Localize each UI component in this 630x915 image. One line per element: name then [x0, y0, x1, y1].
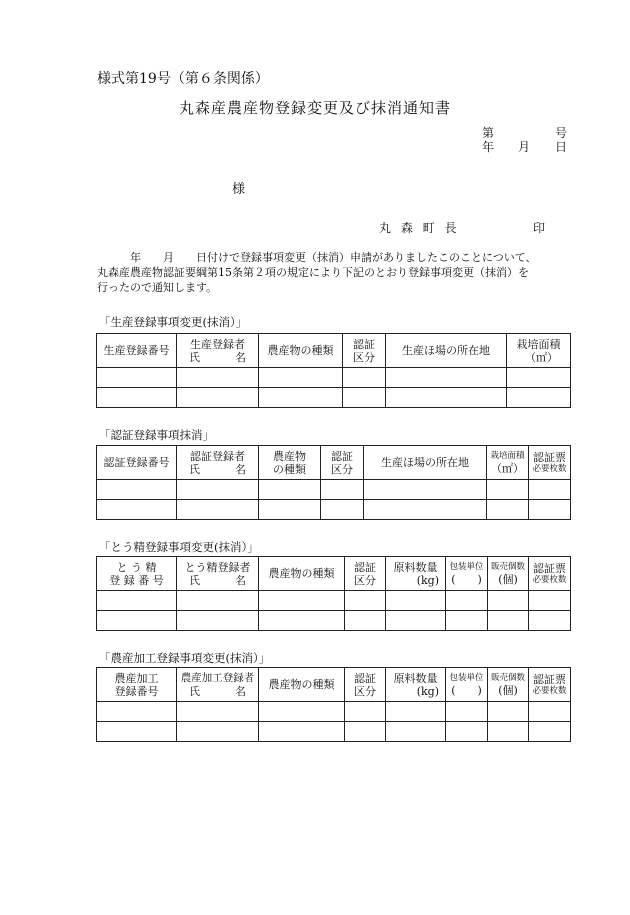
data-cell[interactable]: [343, 388, 386, 408]
data-cell[interactable]: [345, 722, 386, 742]
data-cell[interactable]: [507, 388, 571, 408]
data-cell[interactable]: [446, 591, 488, 611]
table-row: [97, 500, 571, 520]
header-cell: 生産登録番号: [97, 334, 177, 368]
certification-section-title: 「認証登録事項抹消」: [99, 428, 214, 442]
header-cell: 原料数量 (kg): [386, 668, 446, 702]
data-cell[interactable]: [259, 722, 345, 742]
data-cell[interactable]: [386, 388, 507, 408]
data-cell[interactable]: [487, 500, 529, 520]
data-cell[interactable]: [386, 702, 446, 722]
data-cell[interactable]: [386, 368, 507, 388]
number-suffix: 号: [555, 126, 568, 140]
header-cell: 生産登録者 氏 名: [177, 334, 259, 368]
data-cell[interactable]: [177, 611, 259, 631]
data-cell[interactable]: [321, 500, 364, 520]
header-cell: 農産加工登録者 氏 名: [177, 668, 259, 702]
header-cell: 販売個数 (個): [488, 557, 529, 591]
data-cell[interactable]: [345, 611, 386, 631]
header-cell: 包装単位 ( ): [446, 557, 488, 591]
certification-table: [96, 445, 571, 520]
milling-table: [96, 556, 571, 631]
form-number: 様式第19号（第６条関係）: [97, 71, 269, 87]
data-cell[interactable]: [386, 722, 446, 742]
header-cell: 生産ほ場の所在地: [386, 334, 507, 368]
table-row: [97, 480, 571, 500]
data-cell[interactable]: [177, 591, 259, 611]
header-cell: とう精登録者 氏 名: [177, 557, 259, 591]
header-cell: 生産ほ場の所在地: [364, 446, 487, 480]
header-cell: 農産物の種類: [259, 334, 343, 368]
data-cell[interactable]: [177, 500, 259, 520]
header-cell: 農産加工 登録番号: [97, 668, 177, 702]
header-cell: 認証 区分: [343, 334, 386, 368]
data-cell[interactable]: [97, 611, 177, 631]
header-cell: 認証登録番号: [97, 446, 177, 480]
header-cell: 包装単位 ( ): [446, 668, 488, 702]
processing-section-title: 「農産加工登録事項変更(抹消）」: [99, 651, 271, 665]
header-cell: 認証 区分: [345, 668, 386, 702]
data-cell[interactable]: [446, 722, 488, 742]
data-cell[interactable]: [259, 611, 345, 631]
table-row: [97, 722, 571, 742]
milling-section-title: 「とう精登録事項変更(抹消）」: [99, 540, 259, 554]
production-table: [96, 333, 571, 408]
header-cell: 農産物の種類: [259, 557, 345, 591]
data-cell[interactable]: [488, 611, 529, 631]
data-cell[interactable]: [529, 591, 571, 611]
header-cell: 認証票 必要枚数: [529, 557, 571, 591]
table-row: [97, 611, 571, 631]
header-cell: と う 精 登 録 番 号: [97, 557, 177, 591]
data-cell[interactable]: [364, 480, 487, 500]
table-header-row: [97, 446, 571, 480]
data-cell[interactable]: [487, 480, 529, 500]
table-row: [97, 591, 571, 611]
data-cell[interactable]: [446, 702, 488, 722]
data-cell[interactable]: [386, 611, 446, 631]
data-cell[interactable]: [97, 500, 177, 520]
header-cell: 販売個数 (個): [488, 668, 529, 702]
production-section-title: 「生産登録事項変更(抹消）」: [99, 315, 248, 329]
table-header-row: [97, 557, 571, 591]
date-month-label: 月: [518, 140, 531, 154]
data-cell[interactable]: [529, 722, 571, 742]
data-cell[interactable]: [529, 611, 571, 631]
data-cell[interactable]: [529, 480, 571, 500]
header-cell: 認証登録者 氏 名: [177, 446, 259, 480]
data-cell[interactable]: [259, 591, 345, 611]
data-cell[interactable]: [345, 702, 386, 722]
data-cell[interactable]: [343, 368, 386, 388]
data-cell[interactable]: [97, 722, 177, 742]
data-cell[interactable]: [177, 702, 259, 722]
data-cell[interactable]: [386, 591, 446, 611]
table-row: [97, 388, 571, 408]
data-cell[interactable]: [97, 368, 177, 388]
header-cell: 原料数量 (kg): [386, 557, 446, 591]
header-cell: 農産物 の種類: [259, 446, 321, 480]
data-cell[interactable]: [364, 500, 487, 520]
header-cell: 栽培面積 （㎡）: [507, 334, 571, 368]
date-year-label: 年: [482, 140, 495, 154]
data-cell[interactable]: [529, 702, 571, 722]
issuer-title: 丸 森 町 長: [379, 221, 460, 235]
header-cell: 農産物の種類: [259, 668, 345, 702]
data-cell[interactable]: [97, 480, 177, 500]
data-cell[interactable]: [259, 500, 321, 520]
data-cell[interactable]: [177, 368, 259, 388]
data-cell[interactable]: [97, 591, 177, 611]
data-cell[interactable]: [507, 368, 571, 388]
data-cell[interactable]: [488, 591, 529, 611]
data-cell[interactable]: [488, 702, 529, 722]
number-prefix: 第: [482, 126, 495, 140]
table-header-row: [97, 668, 571, 702]
seal-mark: 印: [533, 221, 546, 235]
data-cell[interactable]: [259, 702, 345, 722]
data-cell[interactable]: [259, 388, 343, 408]
header-cell: 認証票 必要枚数: [529, 668, 571, 702]
date-day-label: 日: [555, 140, 568, 154]
header-cell: 認証 区分: [321, 446, 364, 480]
header-cell: 認証 区分: [345, 557, 386, 591]
notice-body: 年 月 日付けで登録事項変更（抹消）申請がありましたこのことについて、 丸森産農産物認証要綱第15条第２項の規定により下記のとおり登録事項変更（抹消）を 行ったので通知します。: [97, 251, 537, 294]
addressee-suffix: 様: [232, 182, 246, 197]
data-cell[interactable]: [345, 591, 386, 611]
table-header-row: [97, 334, 571, 368]
data-cell[interactable]: [177, 480, 259, 500]
data-cell[interactable]: [97, 702, 177, 722]
header-cell: 栽培面積 （㎡）: [487, 446, 529, 480]
table-row: [97, 368, 571, 388]
data-cell[interactable]: [97, 388, 177, 408]
data-cell[interactable]: [259, 368, 343, 388]
data-cell[interactable]: [529, 500, 571, 520]
processing-table: [96, 667, 571, 742]
table-row: [97, 702, 571, 722]
data-cell[interactable]: [488, 722, 529, 742]
document-title: 丸森産農産物登録変更及び抹消通知書: [178, 99, 451, 117]
data-cell[interactable]: [177, 722, 259, 742]
data-cell[interactable]: [177, 388, 259, 408]
data-cell[interactable]: [321, 480, 364, 500]
header-cell: 認証票 必要枚数: [529, 446, 571, 480]
data-cell[interactable]: [259, 480, 321, 500]
data-cell[interactable]: [446, 611, 488, 631]
